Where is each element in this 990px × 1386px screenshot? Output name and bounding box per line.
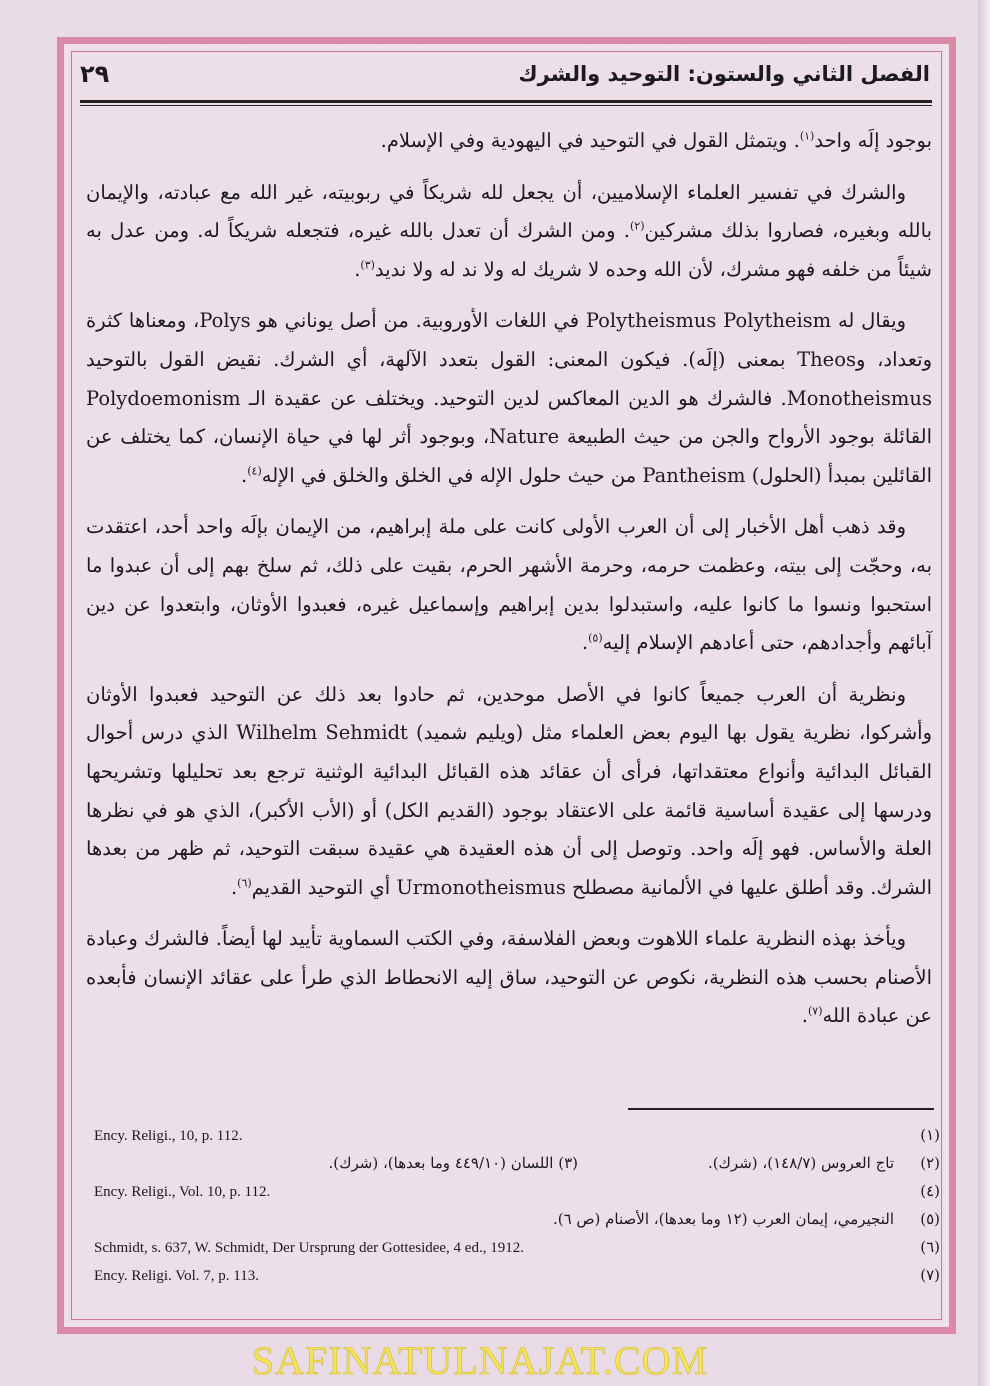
footnote-ref: (٢)	[629, 219, 645, 233]
footnote-number: (٢)	[920, 1154, 940, 1172]
paragraph-text: .	[801, 1004, 808, 1028]
paragraph-text: .	[354, 257, 361, 281]
paragraph	[86, 508, 932, 662]
header-rule-thin	[80, 105, 932, 106]
footnote	[86, 1236, 940, 1264]
paragraph-text: ويقال له Polytheismus Polytheism في اللغات الأوروبية. من أصل يوناني هو Polys، ومعناها كثرة وتعداد، وTheos بمعنى (إلَه). فيكون المعنى: القول بتعدد الآلهة، أي الشرك. نقيض القول بالتوحيد Monotheismus. فالشرك هو الدين المعاكس لدين التوحيد. ويختلف عن عقيدة الـ Polydoemonism القائلة بوجود الأرواح والجن من حيث الطبيعة Nature، وبوجود أثر لها في حياة الإنسان، كما يختلف عن القائلين بمبدأ (الحلول) Pantheism من حيث حلول الإله في الخلق والخلق في الإله	[86, 309, 932, 487]
page-header	[80, 62, 930, 96]
footnote-citation: Ency. Religi. Vol. 7, p. 113.	[94, 1268, 259, 1284]
paragraph-text: .	[581, 631, 589, 655]
watermark: SAFINATULNAJAT.COM	[251, 1338, 709, 1383]
footnote-citation: Ency. Religi., 10, p. 112.	[94, 1128, 243, 1144]
footnote-ref: (١)	[799, 129, 815, 143]
paragraph-text: ونظرية أن العرب جميعاً كانوا في الأصل موحدين، ثم حادوا بعد ذلك عن التوحيد فعبدوا الأوثان وأشركوا، نظرية يقول بها اليوم بعض العلماء مثل (ويليم شميد) Wilhelm Sehmidt الذي درس أحوال القبائل البدائية وأنواع معتقداتها، فرأى أن عقائد هذه القبائل البدائية الوثنية ترجع بعد تحليلها وتشريحها ودرسها إلى عقيدة أساسية قائمة على الاعتقاد بوجود (القديم الكل) أو (الأب الأكبر)، الذي هو في نظرها العلة والأساس. فهو إلَه واحد. وتوصل إلى أن هذه العقيدة هي عقيدة سبقت التوحيد، ثم ظهر من بعدها الشرك. وقد أطلق عليها في الألمانية مصطلح Urmonotheismus أي التوحيد القديم	[86, 682, 932, 899]
chapter-title: الفصل الثاني والستون: التوحيد والشرك	[518, 62, 930, 86]
paragraph-text: . ومن الشرك أن تعدل بالله غيره، فتجعله شريكاً له. ومن عدل به شيئاً من خلفه فهو مشرك، لأن الله وحده لا شريك له ولا ند له ولا نديد	[86, 219, 932, 281]
paragraph-text: .	[241, 463, 248, 487]
footnote-number: (٦)	[920, 1238, 940, 1256]
footnote-rule	[628, 1108, 934, 1110]
footnote	[86, 1264, 940, 1292]
header-rule	[80, 100, 932, 103]
footnote-ref: (٤)	[247, 464, 262, 478]
footnote-number: (٤)	[920, 1182, 940, 1200]
main-text	[86, 122, 932, 1049]
paragraph	[86, 920, 932, 1036]
page-number: ٢٩	[80, 60, 110, 88]
footnote-number: (١)	[920, 1126, 940, 1144]
paragraph-text: ويأخذ بهذه النظرية علماء اللاهوت وبعض الفلاسفة، وفي الكتب السماوية تأييد لها أيضاً. فالشرك وعبادة الأصنام بحسب هذه النظرية، نكوص عن التوحيد، ساق إليه الانحطاط الذي طرأ على عقائد الإنسان فأبعده عن عبادة الله	[86, 927, 932, 1028]
paragraph-text: بوجود إلَه واحد	[814, 129, 932, 152]
footnote	[86, 1152, 940, 1180]
paragraph	[86, 302, 932, 495]
page-edge	[978, 0, 990, 1386]
paragraph	[86, 122, 932, 161]
footnote-citation: Ency. Religi., Vol. 10, p. 112.	[94, 1184, 271, 1200]
footnote-number: (٥)	[920, 1210, 940, 1228]
paragraph-text: .	[230, 875, 238, 899]
footnote-citation: النجيرمي، إيمان العرب (١٢ وما بعدها)، الأصنام (ص ٦).	[552, 1210, 894, 1228]
footnote-ref: (٥)	[588, 631, 603, 645]
footnote-ref: (٧)	[807, 1004, 823, 1018]
footnote-citation: تاج العروس (١٤٨/٧)، (شرك).	[707, 1154, 894, 1172]
footnote-citation: Schmidt, s. 637, W. Schmidt, Der Ursprung der Gottesidee, 4 ed., 1912.	[94, 1240, 524, 1256]
paragraph-text: وقد ذهب أهل الأخبار إلى أن العرب الأولى كانت على ملة إبراهيم، من الإيمان بإلَه واحد أحد، اعتقدت به، وحجّت إلى بيته، وعظمت حرمه، وحرمة الأشهر الحرم، بقيت على ذلك، ثم سلخ بهم إلى أن عبدوا ما استحبوا ونسوا ما كانوا عليه، واستبدلوا بدين إبراهيم وإسماعيل غيره، فعبدوا الأوثان، وابتعدوا عن دين آبائهم وأجدادهم، حتى أعادهم الإسلام إليه	[86, 515, 932, 655]
footnote	[86, 1180, 940, 1208]
paragraph	[86, 174, 932, 290]
footnote-ref: (٣)	[360, 258, 375, 272]
footnote	[86, 1124, 940, 1152]
footnote-ref: (٦)	[237, 876, 252, 890]
footnote-number: (٧)	[920, 1266, 940, 1284]
paragraph-text: . ويتمثل القول في التوحيد في اليهودية وفي الإسلام.	[380, 129, 800, 152]
paragraph	[86, 676, 932, 908]
footnote	[86, 1208, 940, 1236]
paragraph-text: والشرك في تفسير العلماء الإسلاميين، أن يجعل لله شريكاً في ربوبيته، غير الله مع عبادته، والإيمان بالله وبغيره، فصاروا بذلك مشركين	[86, 180, 932, 243]
footnote-citation: (٣) اللسان (٤٤٩/١٠ وما بعدها)، (شرك).	[328, 1154, 578, 1172]
footnotes	[86, 1124, 940, 1292]
